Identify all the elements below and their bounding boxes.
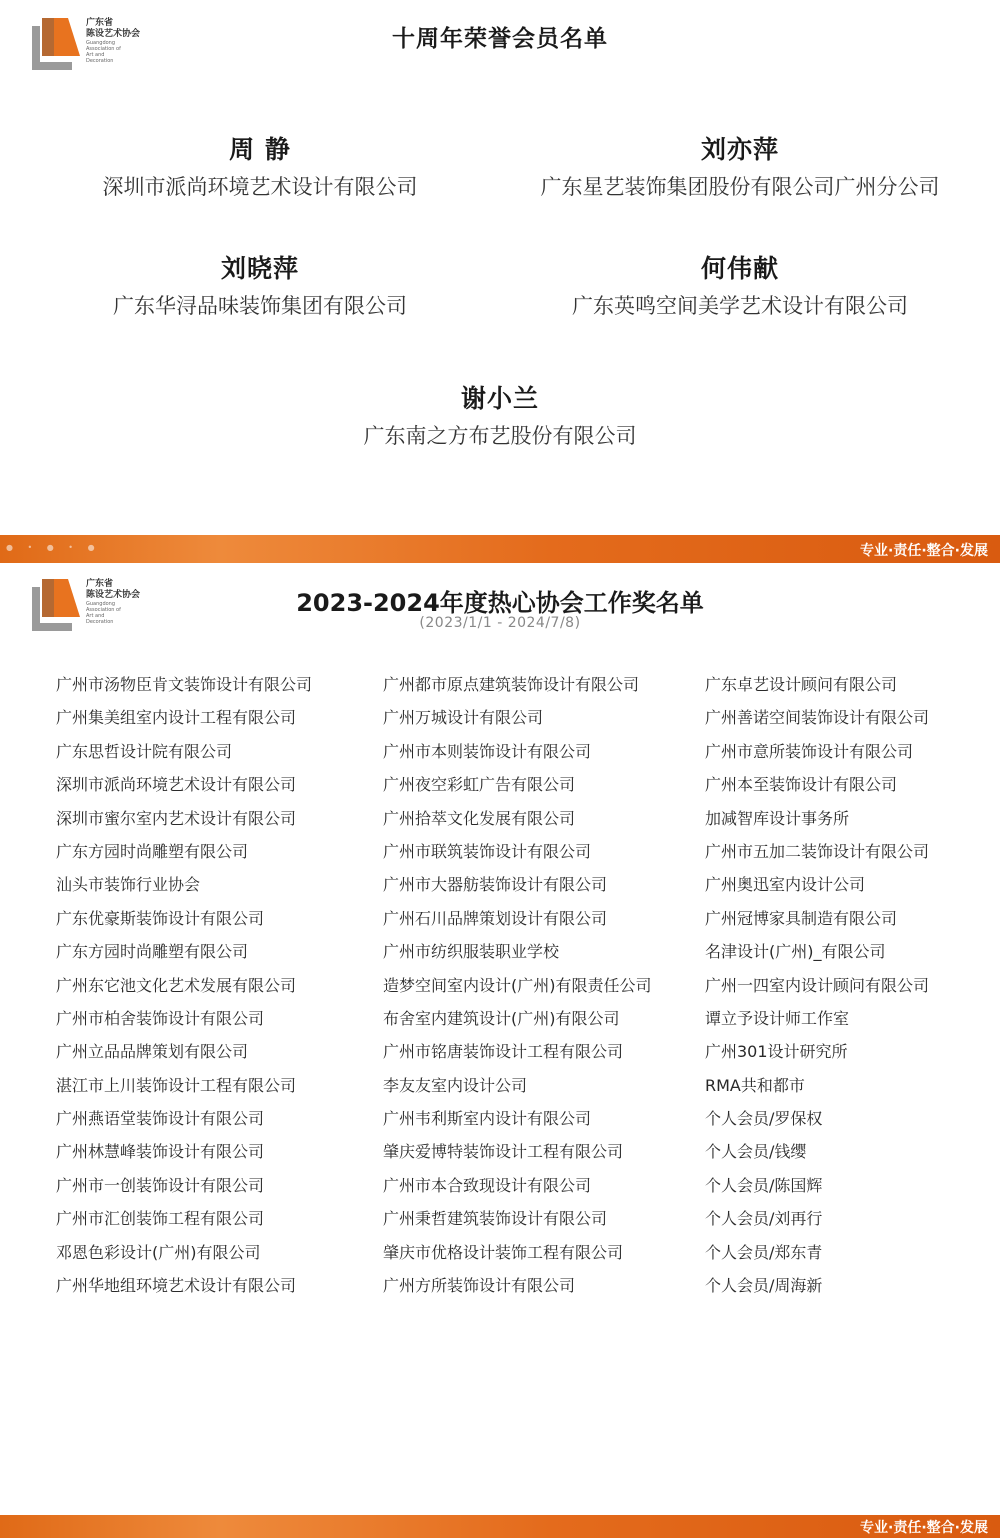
award-period: (2023/1/1 - 2024/7/8): [419, 615, 581, 631]
award-list-item: 造梦空间室内设计(广州)有限责任公司: [383, 975, 652, 995]
award-list-item: 广州市意所装饰设计有限公司: [705, 741, 914, 761]
award-list-item: 广州都市原点建筑装饰设计有限公司: [383, 675, 640, 694]
member-company: 广东南之方布艺股份有限公司: [363, 424, 637, 448]
award-list-item: 个人会员/刘再行: [705, 1209, 823, 1229]
logo-cn-line2: 陈设艺术协会: [86, 590, 141, 600]
award-list-item: 肇庆爱博特装饰设计工程有限公司: [383, 1142, 624, 1162]
award-column-3: [705, 672, 1000, 1306]
award-list-item: 广州市纺织服装职业学校: [383, 942, 560, 962]
award-list-item: 广州市五加二装饰设计有限公司: [705, 841, 930, 861]
award-list-item: 个人会员/钱缨: [705, 1142, 807, 1162]
logo-en-line3: Art and: [86, 613, 105, 619]
honor-member: [490, 133, 990, 204]
award-list-item: 名津设计(广州)_有限公司: [705, 942, 886, 962]
decor-dots-icon: ● • ● • ●: [6, 543, 101, 552]
award-list-item: 个人会员/陈国辉: [705, 1175, 823, 1195]
logo-cn-line2: 陈设艺术协会: [86, 29, 141, 39]
honor-member: [490, 252, 990, 323]
award-list-item: 广州市汇创装饰工程有限公司: [56, 1209, 265, 1229]
honor-member: [10, 252, 510, 323]
member-name: 何伟献: [700, 254, 779, 283]
logo-en-line4: Decoration: [86, 58, 114, 64]
award-list-item: 广州市联筑装饰设计有限公司: [383, 841, 592, 861]
award-list-item: 谭立予设计师工作室: [705, 1008, 850, 1028]
award-list-item: 广州集美组室内设计工程有限公司: [56, 708, 297, 728]
award-list-item: 广东优豪斯装饰设计有限公司: [56, 908, 265, 928]
logo-en-line4: Decoration: [86, 619, 114, 625]
award-list-item: 广州本至装饰设计有限公司: [705, 775, 898, 795]
logo-en-line2: Association of: [86, 607, 121, 613]
logo-en-line1: Guangdong: [86, 40, 116, 46]
slogan: 专业·责任·整合·发展: [860, 1520, 988, 1536]
honor-member: [250, 382, 750, 453]
footer-bar: [0, 535, 1000, 563]
award-list-item: 广东方园时尚雕塑有限公司: [56, 841, 249, 861]
award-title: 2023-2024年度热心协会工作奖名单: [296, 589, 704, 617]
member-company: 广东英鸣空间美学艺术设计有限公司: [572, 294, 908, 318]
award-list-item: 肇庆市优格设计装饰工程有限公司: [383, 1242, 624, 1262]
award-list-item: 广东卓艺设计顾问有限公司: [705, 675, 898, 694]
award-list-item: 李友友室内设计公司: [383, 1075, 528, 1095]
award-list-item: 广东思哲设计院有限公司: [56, 741, 233, 761]
award-list-item: 邓恩色彩设计(广州)有限公司: [56, 1242, 261, 1262]
award-list-item: 广州市柏舍装饰设计有限公司: [56, 1008, 265, 1028]
member-name: 谢小兰: [460, 384, 539, 413]
logo-en-line2: Association of: [86, 46, 121, 52]
honor-title: 十周年荣誉会员名单: [392, 26, 608, 52]
award-list-item: 个人会员/周海新: [705, 1276, 823, 1296]
award-list-item: 布舍室内建筑设计(广州)有限公司: [383, 1008, 620, 1028]
award-list-item: 加减智库设计事务所: [705, 808, 850, 828]
member-name: 周 静: [229, 135, 291, 164]
member-company: 广东华浔品味装饰集团有限公司: [113, 294, 407, 318]
award-list-item: 广州市一创装饰设计有限公司: [56, 1175, 265, 1195]
member-name: 刘晓萍: [220, 254, 299, 283]
logo-cn-line1: 广东省: [86, 18, 114, 28]
member-company: 深圳市派尚环境艺术设计有限公司: [102, 175, 418, 199]
award-list-item: 个人会员/罗保权: [705, 1109, 823, 1129]
award-list-item: 广州林慧峰装饰设计有限公司: [56, 1142, 265, 1162]
award-list-item: 广州华地组环境艺术设计有限公司: [56, 1276, 297, 1296]
award-list-item: 广州奥迅室内设计公司: [705, 875, 866, 895]
member-name: 刘亦萍: [700, 135, 779, 164]
award-slide: [0, 563, 1000, 1515]
logo-cn-line1: 广东省: [86, 579, 114, 589]
award-list-item: 广州秉哲建筑装饰设计有限公司: [383, 1209, 608, 1229]
award-list-item: 广州万城设计有限公司: [383, 708, 544, 728]
award-list-item: 广州韦利斯室内设计有限公司: [383, 1109, 592, 1129]
award-list-item: 广州市大器舫装饰设计有限公司: [383, 875, 608, 895]
award-list-item: 广州方所装饰设计有限公司: [383, 1276, 576, 1296]
award-list-item: 广州市本合致现设计有限公司: [383, 1175, 592, 1195]
footer-bar: [0, 1515, 1000, 1538]
award-list-item: 深圳市派尚环境艺术设计有限公司: [56, 775, 297, 795]
logo-en-line3: Art and: [86, 52, 105, 58]
honor-slide: [0, 0, 1000, 535]
award-list-item: 汕头市装饰行业协会: [56, 875, 201, 895]
member-company: 广东星艺装饰集团股份有限公司广州分公司: [540, 175, 940, 199]
award-list-item: 广东方园时尚雕塑有限公司: [56, 942, 249, 962]
award-list-item: 广州拾萃文化发展有限公司: [383, 808, 576, 828]
award-list-item: 广州燕语堂装饰设计有限公司: [56, 1109, 265, 1129]
award-list-item: 广州市铭唐装饰设计工程有限公司: [383, 1042, 624, 1062]
award-list-item: 个人会员/郑东青: [705, 1242, 823, 1262]
award-list-item: 广州市汤物臣肯文装饰设计有限公司: [56, 675, 313, 694]
award-list-item: 湛江市上川装饰设计工程有限公司: [56, 1075, 297, 1095]
award-list-item: 广州立品品牌策划有限公司: [56, 1042, 249, 1062]
award-list-item: 深圳市蜜尔室内艺术设计有限公司: [56, 808, 297, 828]
award-list-item: 广州冠博家具制造有限公司: [705, 908, 898, 928]
award-column-1: [56, 672, 376, 1306]
award-list-item: 广州一四室内设计顾问有限公司: [705, 975, 930, 995]
award-list-item: 广州善诺空间装饰设计有限公司: [705, 708, 930, 728]
award-list-item: 广州东它池文化艺术发展有限公司: [56, 975, 297, 995]
award-list-item: 广州夜空彩虹广告有限公司: [383, 775, 576, 795]
award-list-item: 广州石川品牌策划设计有限公司: [383, 908, 608, 928]
award-list-item: 广州市本则装饰设计有限公司: [383, 741, 592, 761]
logo-en-line1: Guangdong: [86, 601, 116, 607]
slogan: 专业·责任·整合·发展: [860, 543, 988, 559]
award-list-item: RMA共和都市: [705, 1075, 805, 1095]
award-list-item: 广州301设计研究所: [705, 1042, 848, 1062]
honor-member: [10, 133, 510, 204]
award-column-2: [383, 672, 703, 1306]
